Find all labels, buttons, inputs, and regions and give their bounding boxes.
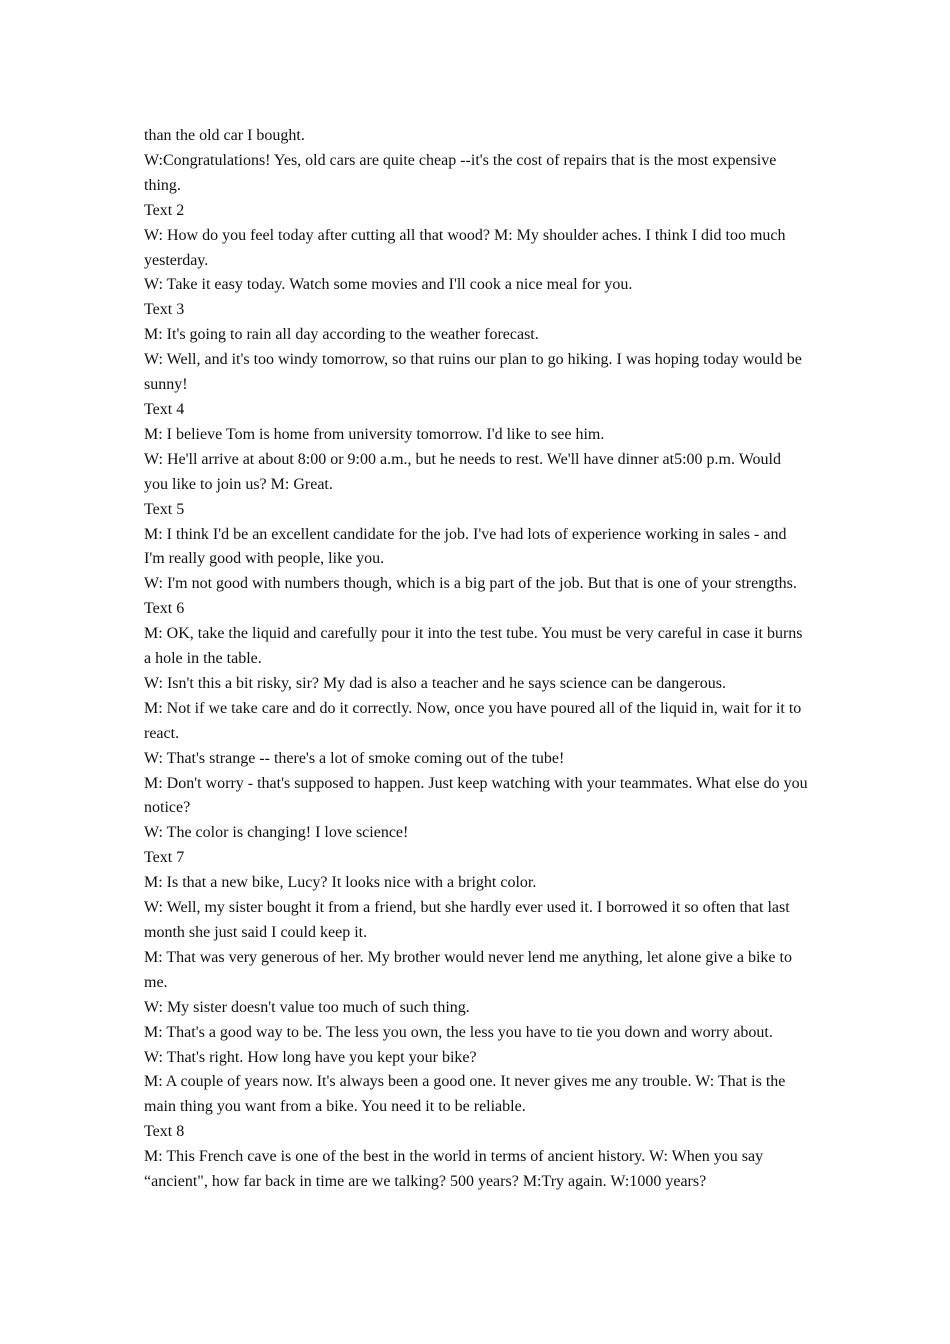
text-line: M: It's going to rain all day according to the weather forecast. [144,326,539,344]
section-heading-text-6: Text 6 [144,600,185,618]
text-line: W: Well, and it's too windy tomorrow, so that ruins our plan to go hiking. I was hoping today would be sunny! [144,351,802,394]
text-line: W:Congratulations! Yes, old cars are quite cheap --it's the cost of repairs that is the most expensive thing. [144,151,777,194]
text-line: W: How do you feel today after cutting all that wood? M: My shoulder aches. I think I did too much yesterday. [144,226,786,269]
text-line: W: My sister doesn't value too much of such thing. [144,998,470,1016]
text-line: M: This French cave is one of the best in the world in terms of ancient history. W: When you say “ancient", how far back in time are we talking? 500 years? M:Try again. W:1000 years? [144,1148,764,1191]
text-line: W: That's right. How long have you kept your bike? [144,1048,477,1066]
section-heading-text-3: Text 3 [144,301,185,319]
document-body [144,124,808,1195]
section-heading-text-4: Text 4 [144,400,185,418]
text-line: M: That was very generous of her. My brother would never lend me anything, let alone give a bike to me. [144,948,792,991]
text-line: M: Not if we take care and do it correctly. Now, once you have poured all of the liquid in, wait for it to react. [144,699,802,742]
text-line: W: That's strange -- there's a lot of smoke coming out of the tube! [144,749,565,767]
section-heading-text-2: Text 2 [144,201,185,219]
text-line: than the old car I bought. [144,127,305,144]
text-line: W: The color is changing! I love science! [144,824,409,842]
text-line: M: Is that a new bike, Lucy? It looks nice with a bright color. [144,874,537,892]
text-line: M: I think I'd be an excellent candidate for the job. I've had lots of experience working in sales - and I'm really good with people, like you. [144,525,787,568]
text-line: M: Don't worry - that's supposed to happen. Just keep watching with your teammates. What else do you notice? [144,774,808,817]
text-line: M: That's a good way to be. The less you own, the less you have to tie you down and worry about. [144,1023,773,1041]
section-heading-text-8: Text 8 [144,1123,185,1141]
text-line: W: Well, my sister bought it from a friend, but she hardly ever used it. I borrowed it so often that last month she just said I could keep it. [144,899,790,941]
text-line: M: I believe Tom is home from university tomorrow. I'd like to see him. [144,425,605,443]
section-heading-text-7: Text 7 [144,849,185,867]
section-heading-text-5: Text 5 [144,500,185,518]
text-line: M: A couple of years now. It's always been a good one. It never gives me any trouble. W: That is the main thing you want from a bike. You need it to be reliable. [144,1073,786,1116]
text-line: W: Isn't this a bit risky, sir? My dad is also a teacher and he says science can be dangerous. [144,674,726,692]
text-line: W: Take it easy today. Watch some movies and I'll cook a nice meal for you. [144,276,633,294]
text-line: W: I'm not good with numbers though, which is a big part of the job. But that is one of your strengths. [144,575,797,593]
text-line: W: He'll arrive at about 8:00 or 9:00 a.m., but he needs to rest. We'll have dinner at5:00 p.m. Would you like to join us? M: Great. [144,450,781,493]
text-line: M: OK, take the liquid and carefully pour it into the test tube. You must be very careful in case it burns a hole in the table. [144,625,803,668]
